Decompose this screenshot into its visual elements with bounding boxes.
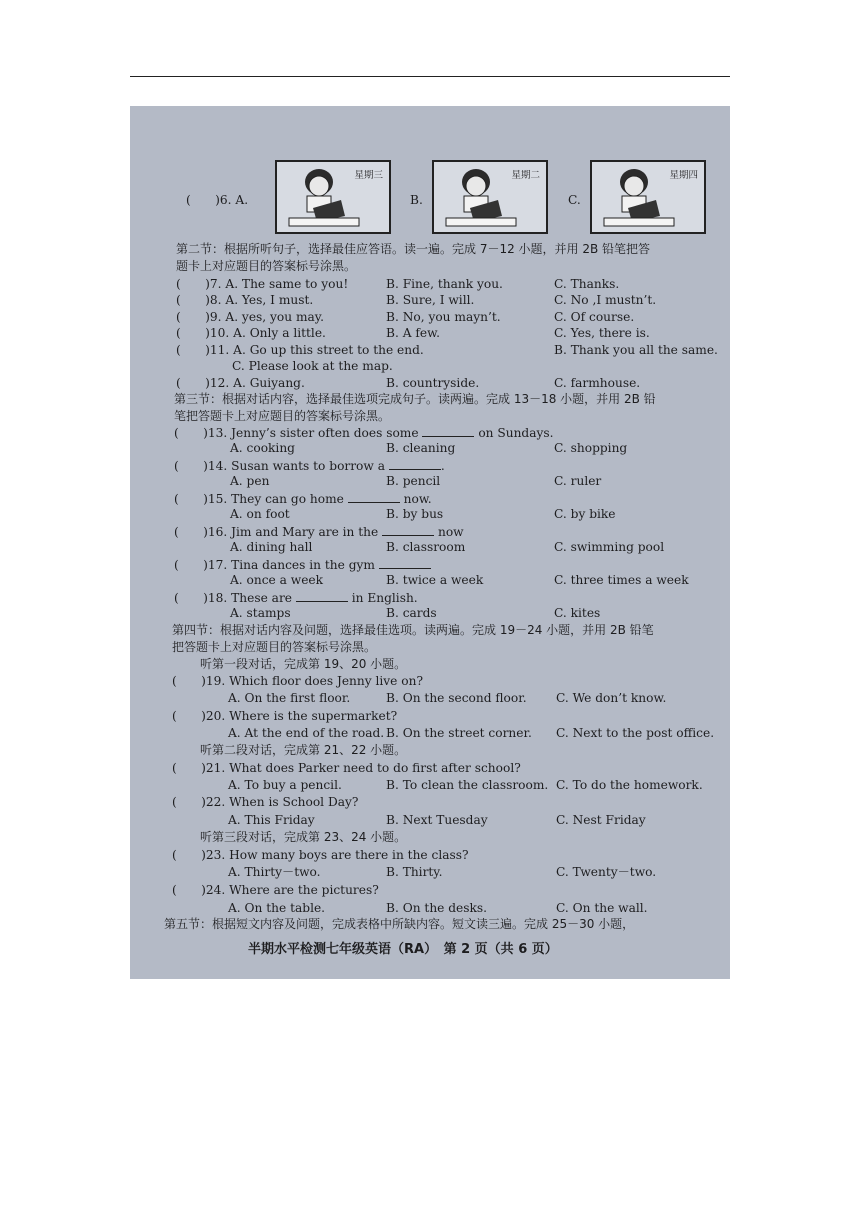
q20-option-b: B. On the street corner.	[386, 726, 532, 740]
dialogue1-instruction: 听第一段对话，完成第 19、20 小题。	[200, 657, 407, 671]
q15-option-c: C. by bike	[554, 507, 616, 521]
page-footer: 半期水平检测七年级英语（RA） 第 2 页（共 6 页）	[248, 942, 558, 957]
q6-option-b: B.	[410, 193, 423, 207]
q15-stem: ( )15. They can go home now.	[174, 492, 432, 506]
q9-option-b: B. No, you mayn’t.	[386, 310, 501, 324]
q18-option-b: B. cards	[386, 606, 437, 620]
exam-page-photo	[130, 106, 730, 979]
girl-reading-icon	[283, 164, 363, 230]
section2-heading: 第二节：根据所听句子，选择最佳应答语。读一遍。完成 7－12 小题，并用 2B 铅笔把答	[176, 242, 651, 256]
q19-option-a: A. On the first floor.	[228, 691, 351, 705]
q18-stem: ( )18. These are in English.	[174, 591, 418, 605]
q7-stem: ( )7. A. The same to you!	[176, 277, 349, 291]
q21-option-b: B. To clean the classroom.	[386, 778, 549, 792]
q11-stem: ( )11. A. Go up this street to the end.	[176, 343, 424, 357]
q12-stem: ( )12. A. Guiyang.	[176, 376, 305, 390]
q11-option-b: B. Thank you all the same.	[554, 343, 718, 357]
dialogue3-instruction: 听第三段对话，完成第 23、24 小题。	[200, 830, 407, 844]
q12-option-c: C. farmhouse.	[554, 376, 641, 390]
q19-option-c: C. We don’t know.	[556, 691, 667, 705]
q23-option-b: B. Thirty.	[386, 865, 443, 879]
answer-blank	[296, 591, 348, 602]
picture-option-b	[432, 160, 548, 234]
girl-reading-icon	[598, 164, 678, 230]
q15-option-b: B. by bus	[386, 507, 444, 521]
q8-option-c: C. No ,I mustn’t.	[554, 293, 657, 307]
q13-stem: ( )13. Jenny’s sister often does some on Sundays.	[174, 426, 554, 440]
answer-blank	[422, 426, 474, 437]
q14-option-a: A. pen	[230, 474, 270, 488]
picture-option-a	[275, 160, 391, 234]
q22-option-a: A. This Friday	[228, 813, 315, 827]
q17-option-b: B. twice a week	[386, 573, 484, 587]
q10-option-c: C. Yes, there is.	[554, 326, 650, 340]
q13-option-c: C. shopping	[554, 441, 628, 455]
q24-stem: ( )24. Where are the pictures?	[172, 883, 379, 897]
q22-option-c: C. Nest Friday	[556, 813, 646, 827]
q6-number: ( )6. A.	[186, 193, 249, 207]
q14-stem: ( )14. Susan wants to borrow a .	[174, 459, 445, 473]
header-rule	[130, 76, 730, 77]
q16-option-b: B. classroom	[386, 540, 466, 554]
q13-option-b: B. cleaning	[386, 441, 456, 455]
q8-option-b: B. Sure, I will.	[386, 293, 475, 307]
section3-heading-cont: 笔把答题卡上对应题目的答案标号涂黑。	[174, 409, 391, 423]
section2-heading-cont: 题卡上对应题目的答案标号涂黑。	[176, 259, 357, 273]
q14-option-b: B. pencil	[386, 474, 441, 488]
q24-option-b: B. On the desks.	[386, 901, 488, 915]
picture-option-c	[590, 160, 706, 234]
answer-blank	[348, 492, 400, 503]
q14-option-c: C. ruler	[554, 474, 602, 488]
q20-option-a: A. At the end of the road.	[228, 726, 385, 740]
q6-option-c: C.	[568, 193, 581, 207]
q19-option-b: B. On the second floor.	[386, 691, 527, 705]
day-label-c: 星期四	[669, 170, 698, 181]
q22-stem: ( )22. When is School Day?	[172, 795, 359, 809]
q17-option-c: C. three times a week	[554, 573, 689, 587]
q16-stem: ( )16. Jim and Mary are in the now	[174, 525, 464, 539]
day-label-a: 星期三	[354, 170, 383, 181]
dialogue2-instruction: 听第二段对话，完成第 21、22 小题。	[200, 743, 407, 757]
q13-option-a: A. cooking	[230, 441, 295, 455]
answer-blank	[382, 525, 434, 536]
q17-stem: ( )17. Tina dances in the gym	[174, 558, 431, 571]
q8-stem: ( )8. A. Yes, I must.	[176, 293, 314, 307]
q19-stem: ( )19. Which floor does Jenny live on?	[172, 674, 423, 688]
q7-option-b: B. Fine, thank you.	[386, 277, 503, 291]
q17-option-a: A. once a week	[230, 573, 324, 587]
q7-option-c: C. Thanks.	[554, 277, 620, 291]
q24-option-a: A. On the table.	[228, 901, 326, 915]
q9-stem: ( )9. A. yes, you may.	[176, 310, 324, 324]
q23-option-a: A. Thirty－two.	[228, 865, 321, 879]
answer-blank	[389, 459, 441, 470]
q23-option-c: C. Twenty－two.	[556, 865, 657, 879]
q20-stem: ( )20. Where is the supermarket?	[172, 709, 398, 723]
q10-option-b: B. A few.	[386, 326, 440, 340]
q12-option-b: B. countryside.	[386, 376, 480, 390]
q16-option-a: A. dining hall	[230, 540, 313, 554]
q18-option-a: A. stamps	[230, 606, 291, 620]
q22-option-b: B. Next Tuesday	[386, 813, 488, 827]
q9-option-c: C. Of course.	[554, 310, 635, 324]
section3-heading: 第三节：根据对话内容，选择最佳选项完成句子。读两遍。完成 13－18 小题，并用 2B 铅	[174, 392, 656, 406]
q20-option-c: C. Next to the post office.	[556, 726, 715, 740]
q11-option-c: C. Please look at the map.	[232, 359, 393, 373]
section5-heading: 第五节：根据短文内容及问题，完成表格中所缺内容。短文读三遍。完成 25－30 小题，	[164, 917, 635, 931]
day-label-b: 星期二	[511, 170, 540, 181]
q21-option-c: C. To do the homework.	[556, 778, 703, 792]
answer-blank	[379, 558, 431, 569]
q21-stem: ( )21. What does Parker need to do first after school?	[172, 761, 521, 775]
section4-heading: 第四节：根据对话内容及问题，选择最佳选项。读两遍。完成 19－24 小题，并用 2B 铅笔	[172, 623, 654, 637]
q16-option-c: C. swimming pool	[554, 540, 665, 554]
q21-option-a: A. To buy a pencil.	[228, 778, 342, 792]
q24-option-c: C. On the wall.	[556, 901, 648, 915]
q10-stem: ( )10. A. Only a little.	[176, 326, 326, 340]
q18-option-c: C. kites	[554, 606, 601, 620]
girl-reading-icon	[440, 164, 520, 230]
q23-stem: ( )23. How many boys are there in the class?	[172, 848, 469, 862]
section4-heading-cont: 把答题卡上对应题目的答案标号涂黑。	[172, 640, 377, 654]
q15-option-a: A. on foot	[230, 507, 290, 521]
